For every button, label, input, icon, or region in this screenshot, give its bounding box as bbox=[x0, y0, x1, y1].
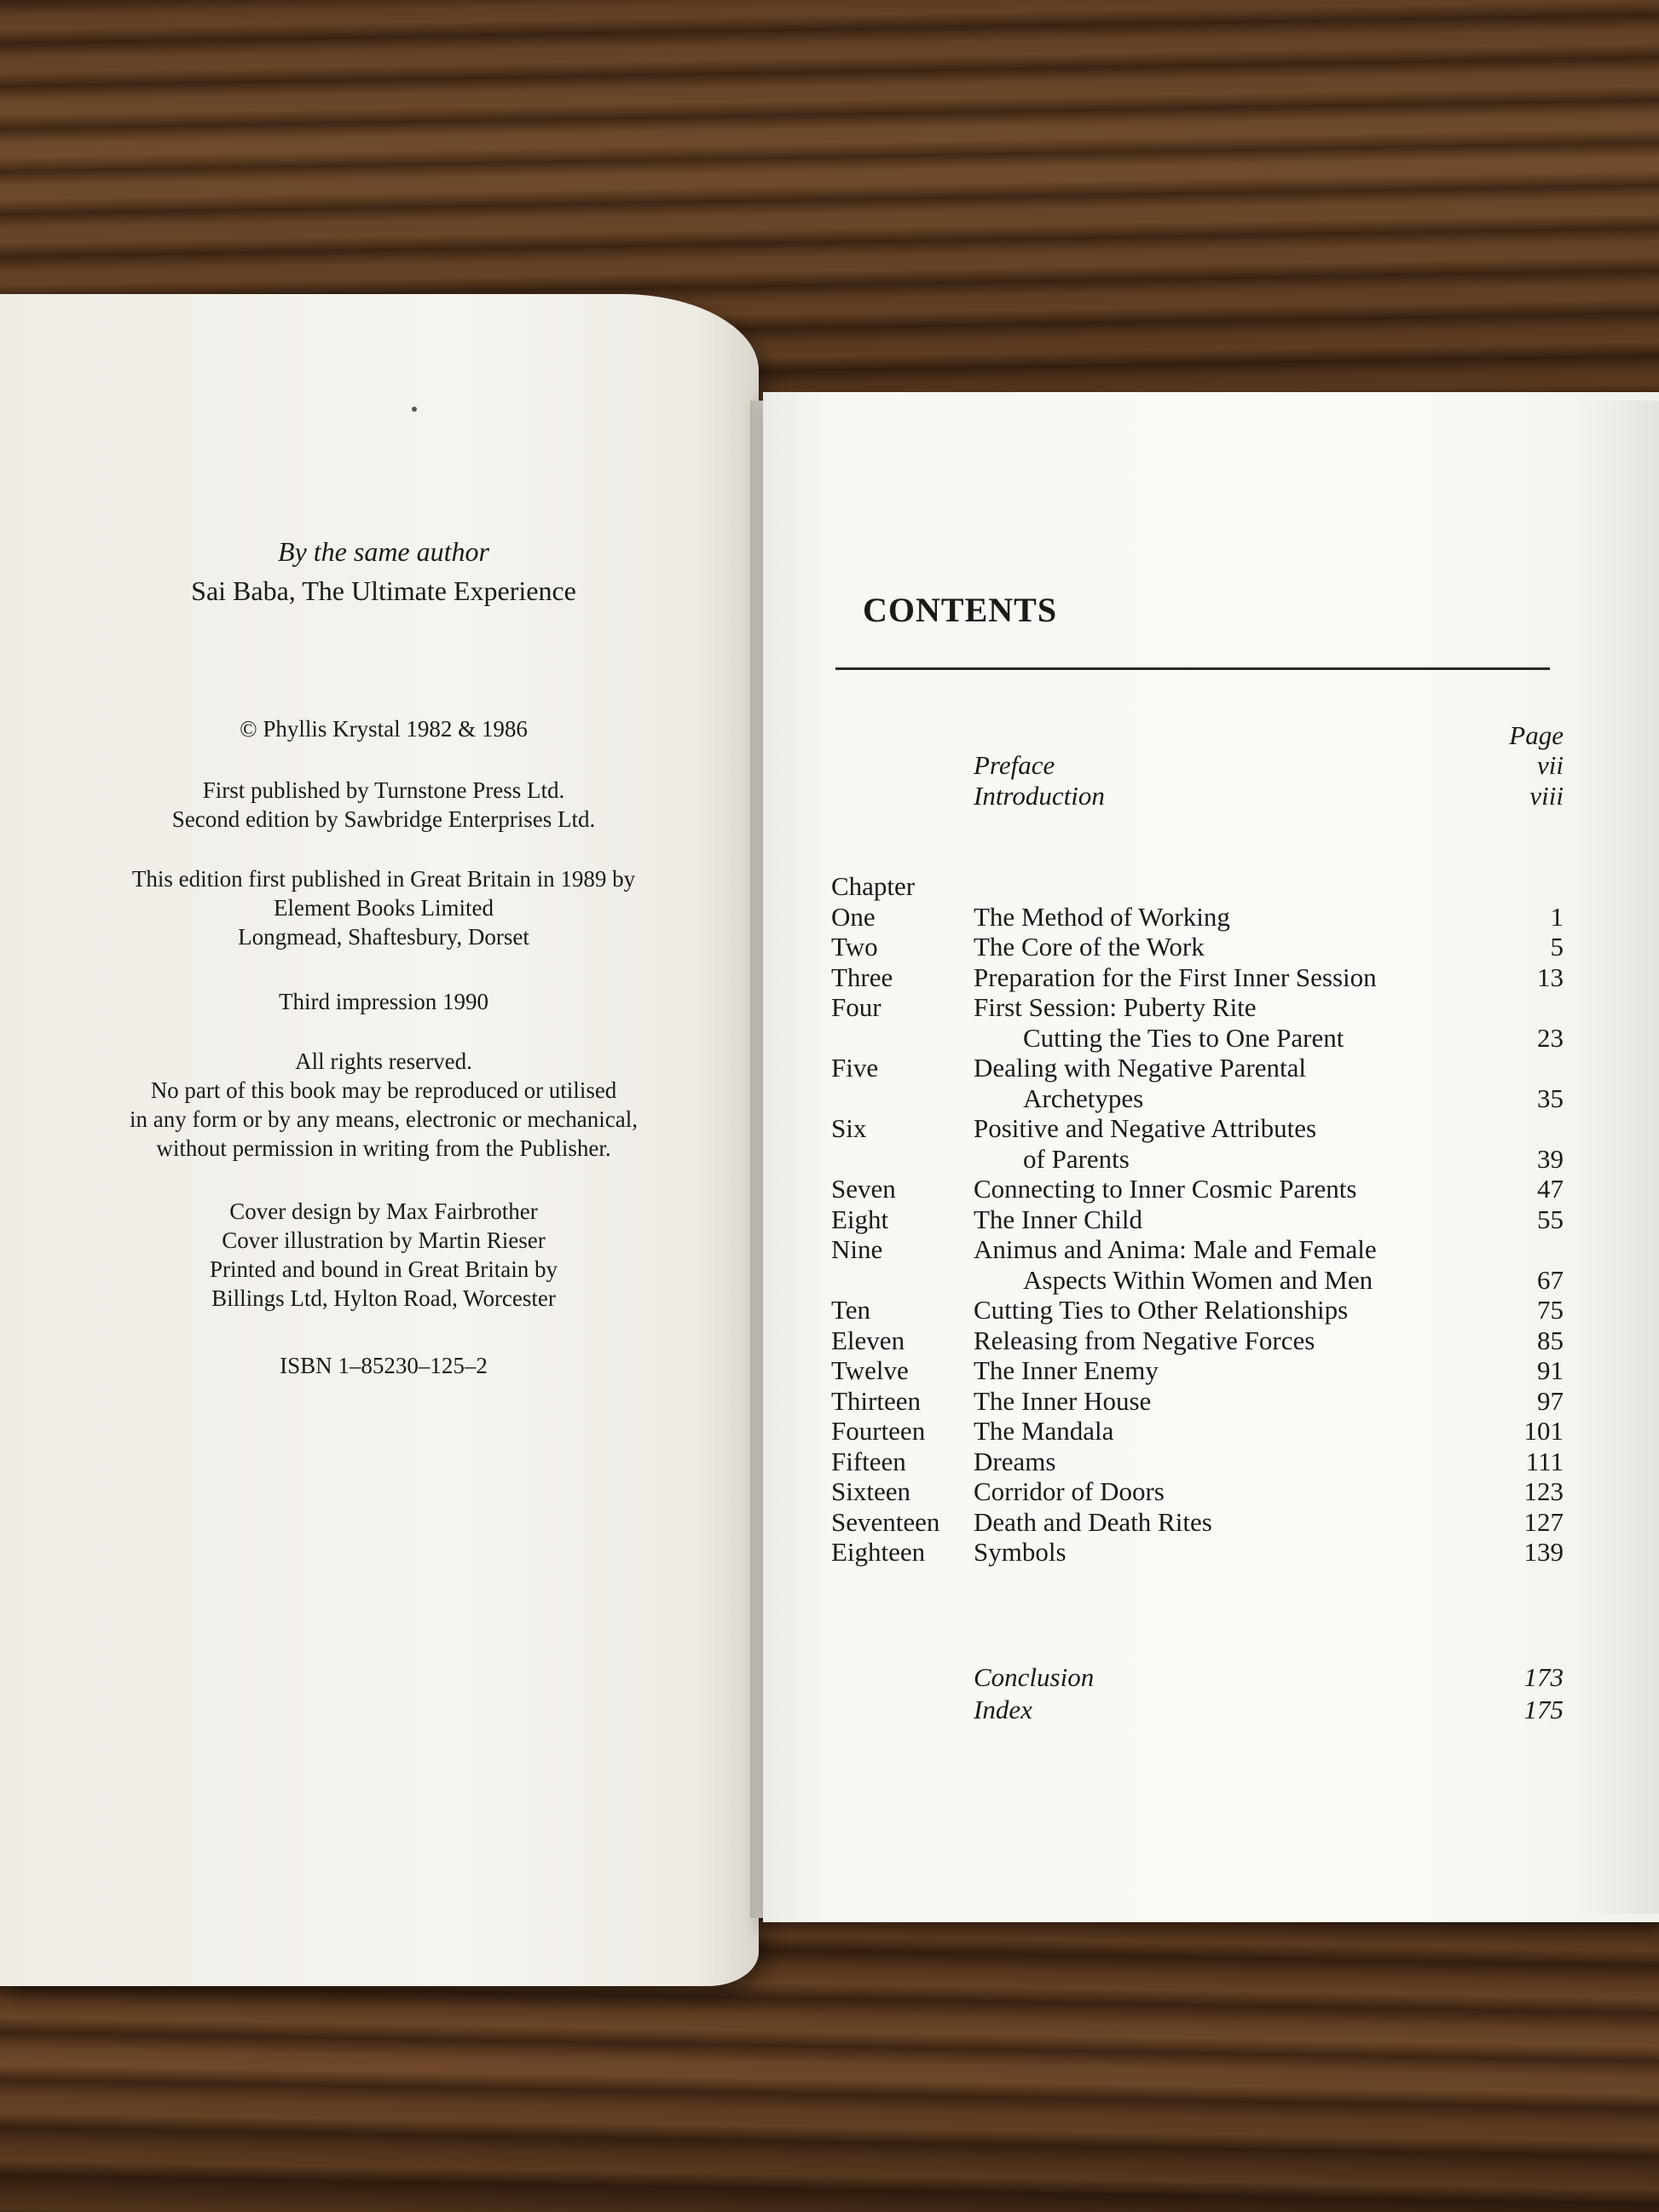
rights-line-3: in any form or by any means, electronic or mechanical, bbox=[129, 1106, 639, 1132]
chapter-page: 123 bbox=[1523, 1476, 1564, 1506]
back-matter-title: Conclusion bbox=[974, 1662, 1095, 1692]
chapter-number: Four bbox=[831, 992, 882, 1022]
chapter-page: 47 bbox=[1537, 1174, 1564, 1204]
chapter-page: 13 bbox=[1537, 962, 1564, 992]
chapter-title: Symbols bbox=[974, 1537, 1066, 1567]
this-edition bbox=[51, 864, 716, 951]
chapter-title-continued: Archetypes bbox=[1023, 1083, 1144, 1113]
back-matter-title: Index bbox=[974, 1695, 1032, 1724]
chapter-number: Fifteen bbox=[831, 1446, 906, 1476]
credit-line-1: Cover design by Max Fairbrother bbox=[229, 1198, 538, 1224]
publication-history bbox=[51, 776, 716, 834]
credit-line-2: Cover illustration by Martin Rieser bbox=[222, 1227, 546, 1253]
chapter-number: Three bbox=[831, 962, 893, 992]
chapter-number: One bbox=[831, 901, 876, 932]
chapter-page: 23 bbox=[1537, 1022, 1564, 1053]
chapter-title: The Inner Enemy bbox=[974, 1355, 1159, 1385]
chapter-page: 35 bbox=[1537, 1083, 1564, 1113]
chapter-number: Eight bbox=[831, 1204, 889, 1234]
chapter-page: 97 bbox=[1537, 1385, 1564, 1416]
chapter-title: Positive and Negative Attributes bbox=[974, 1113, 1317, 1143]
isbn: ISBN 1–85230–125–2 bbox=[280, 1353, 488, 1378]
chapter-page: 127 bbox=[1523, 1506, 1564, 1537]
chapter-number: Seventeen bbox=[831, 1506, 940, 1537]
chapter-number: Nine bbox=[831, 1234, 883, 1264]
chapter-page: 39 bbox=[1537, 1143, 1564, 1174]
rights-line-4: without permission in writing from the Publisher. bbox=[156, 1135, 611, 1161]
chapter-page: 1 bbox=[1550, 901, 1564, 932]
rights-notice bbox=[51, 1047, 716, 1163]
same-author-section bbox=[51, 537, 716, 605]
back-matter-page: 175 bbox=[1523, 1695, 1564, 1724]
chapter-page: 111 bbox=[1525, 1446, 1564, 1476]
chapter-title-continued: of Parents bbox=[1023, 1143, 1130, 1174]
chapter-title: The Inner House bbox=[974, 1385, 1152, 1416]
chapter-page: 55 bbox=[1537, 1204, 1564, 1234]
chapter-title: First Session: Puberty Rite bbox=[974, 992, 1257, 1022]
credits bbox=[51, 1197, 716, 1313]
chapter-title: The Method of Working bbox=[974, 901, 1230, 932]
title-rule bbox=[835, 667, 1550, 670]
chapter-number: Ten bbox=[831, 1295, 871, 1325]
chapter-title: The Core of the Work bbox=[974, 932, 1205, 962]
chapter-title: Cutting Ties to Other Relationships bbox=[974, 1295, 1349, 1325]
this-edition-line-1: This edition first published in Great Britain in 1989 by bbox=[131, 866, 636, 892]
chapter-number: Thirteen bbox=[831, 1385, 922, 1416]
this-edition-line-3: Longmead, Shaftesbury, Dorset bbox=[238, 924, 529, 950]
chapter-page: 91 bbox=[1537, 1355, 1564, 1385]
chapter-title-continued: Cutting the Ties to One Parent bbox=[1023, 1022, 1344, 1053]
same-author-title: Sai Baba, The Ultimate Experience bbox=[191, 575, 576, 606]
front-matter-page: vii bbox=[1537, 750, 1564, 780]
chapter-title: Releasing from Negative Forces bbox=[974, 1325, 1315, 1355]
chapter-title: Death and Death Rites bbox=[974, 1506, 1212, 1537]
chapter-title: Connecting to Inner Cosmic Parents bbox=[974, 1174, 1357, 1204]
chapter-number: Sixteen bbox=[831, 1476, 910, 1506]
chapter-number: Fourteen bbox=[831, 1416, 926, 1446]
chapter-number: Five bbox=[831, 1053, 879, 1083]
chapter-title: Animus and Anima: Male and Female bbox=[974, 1234, 1377, 1264]
chapter-title: Dealing with Negative Parental bbox=[974, 1053, 1306, 1083]
chapter-page: 139 bbox=[1523, 1537, 1564, 1567]
chapter-page: 75 bbox=[1537, 1295, 1564, 1325]
same-author-heading: By the same author bbox=[278, 536, 489, 567]
chapter-number: Twelve bbox=[831, 1355, 909, 1385]
front-matter-title: Preface bbox=[974, 750, 1055, 780]
chapter-number: Eleven bbox=[831, 1325, 905, 1355]
chapter-number: Two bbox=[831, 932, 878, 962]
second-edition: Second edition by Sawbridge Enterprises Ltd. bbox=[171, 806, 596, 832]
chapter-page: 5 bbox=[1550, 932, 1564, 962]
copyright: © Phyllis Krystal 1982 & 1986 bbox=[240, 716, 528, 742]
front-matter-page: viii bbox=[1529, 780, 1564, 811]
chapter-number: Seven bbox=[831, 1174, 896, 1204]
chapter-column-label: Chapter bbox=[831, 871, 916, 901]
chapter-title: Preparation for the First Inner Session bbox=[974, 962, 1377, 992]
credit-line-3: Printed and bound in Great Britain by bbox=[210, 1256, 558, 1282]
contents-title: CONTENTS bbox=[863, 591, 1058, 629]
back-matter-page: 173 bbox=[1523, 1662, 1564, 1692]
chapter-page: 67 bbox=[1537, 1264, 1564, 1295]
first-published: First published by Turnstone Press Ltd. bbox=[202, 777, 565, 803]
impression: Third impression 1990 bbox=[279, 989, 488, 1014]
credit-line-4: Billings Ltd, Hylton Road, Worcester bbox=[211, 1285, 556, 1311]
chapter-title-continued: Aspects Within Women and Men bbox=[1023, 1264, 1373, 1295]
front-matter-title: Introduction bbox=[974, 780, 1105, 811]
chapter-title: Corridor of Doors bbox=[974, 1476, 1165, 1506]
chapter-page: 85 bbox=[1537, 1325, 1564, 1355]
chapter-title: Dreams bbox=[974, 1446, 1056, 1476]
chapter-title: The Inner Child bbox=[974, 1204, 1143, 1234]
chapter-number: Eighteen bbox=[831, 1537, 926, 1567]
chapter-page: 101 bbox=[1523, 1416, 1564, 1446]
page-column-label: Page bbox=[1509, 720, 1564, 750]
rights-line-2: No part of this book may be reproduced or utilised bbox=[150, 1077, 617, 1103]
ink-dot bbox=[412, 407, 417, 412]
page-edge-shadow bbox=[1575, 401, 1659, 1914]
chapter-title: The Mandala bbox=[974, 1416, 1114, 1446]
rights-line-1: All rights reserved. bbox=[295, 1048, 472, 1074]
this-edition-line-2: Element Books Limited bbox=[274, 895, 494, 921]
chapter-number: Six bbox=[831, 1113, 867, 1143]
